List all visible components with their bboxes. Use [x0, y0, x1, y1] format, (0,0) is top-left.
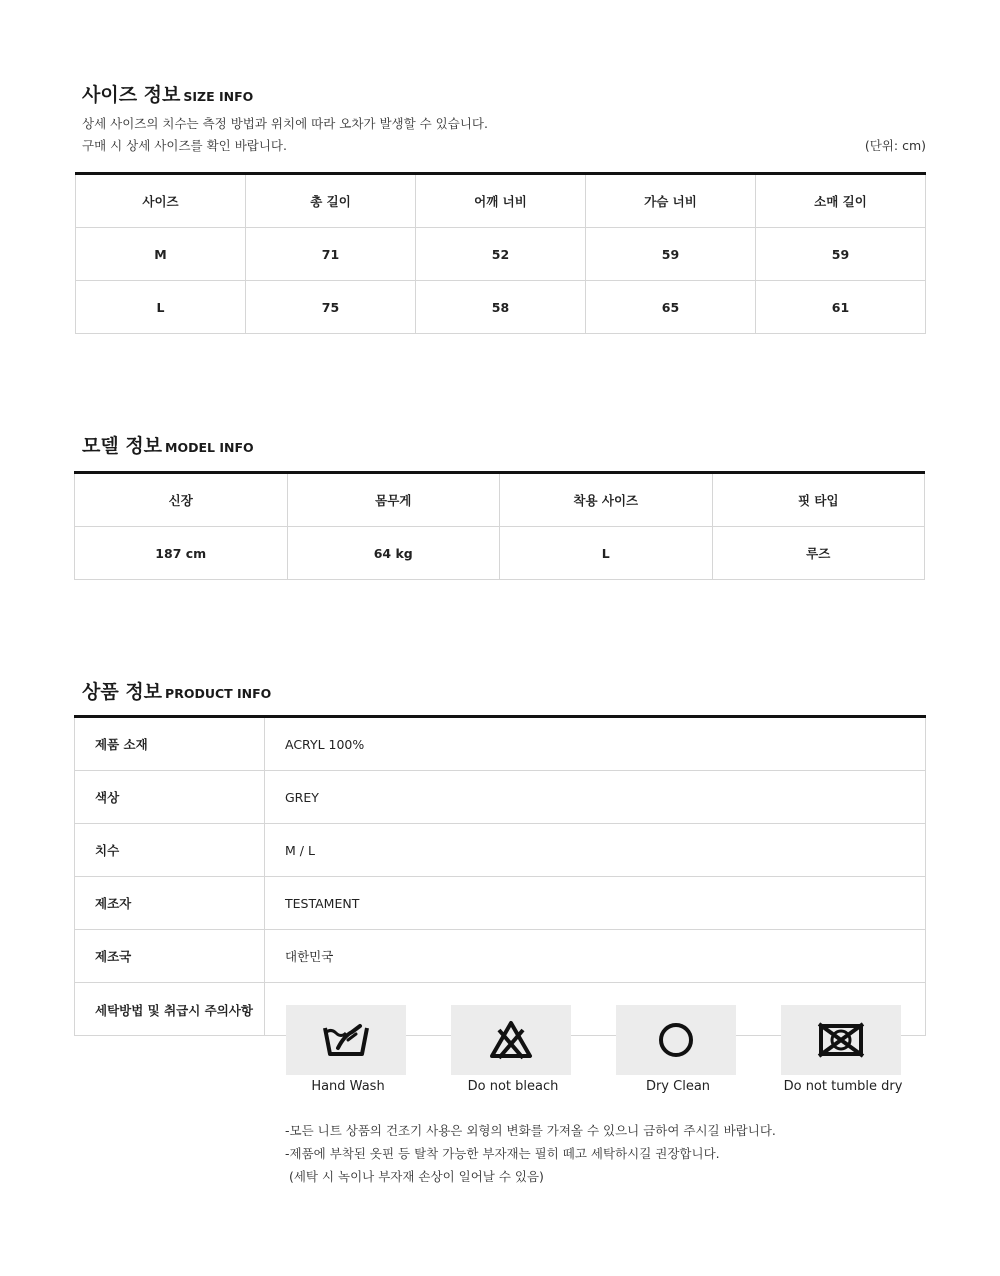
model-cell: 64 kg	[287, 527, 500, 580]
care-notes	[285, 1119, 776, 1188]
product-info-title-ko: 상품 정보	[82, 681, 163, 703]
product-value: GREY	[265, 771, 926, 824]
size-cell: 58	[416, 281, 586, 334]
model-header-cell: 몸무게	[287, 473, 500, 527]
product-label: 치수	[75, 824, 265, 877]
size-cell: 59	[756, 228, 926, 281]
size-note-1: 상세 사이즈의 치수는 측정 방법과 위치에 따라 오차가 발생할 수 있습니다.	[82, 116, 488, 131]
care-note: -모든 니트 상품의 건조기 사용은 외형의 변화를 가져올 수 있으니 금하여 주시길 바랍니다.	[285, 1123, 776, 1138]
model-header-cell: 착용 사이즈	[500, 473, 713, 527]
model-info-title	[82, 431, 254, 458]
table-row	[76, 281, 926, 334]
product-value: M / L	[265, 824, 926, 877]
size-info-subtitle: SIZE INFO	[183, 89, 254, 104]
size-header-cell: 사이즈	[76, 174, 246, 228]
table-row	[76, 228, 926, 281]
size-header-cell: 총 길이	[246, 174, 416, 228]
model-header-cell: 신장	[75, 473, 288, 527]
size-info-title-ko: 사이즈 정보	[82, 84, 181, 106]
product-label: 색상	[75, 771, 265, 824]
care-icons	[286, 1005, 906, 1099]
model-cell: L	[500, 527, 713, 580]
product-info-title	[82, 677, 271, 704]
size-cell: 52	[416, 228, 586, 281]
model-info-subtitle: MODEL INFO	[165, 440, 254, 455]
care-icon-label: Do not bleach	[467, 1079, 559, 1094]
table-row	[75, 717, 926, 771]
size-table-header	[76, 174, 926, 228]
size-cell: 65	[586, 281, 756, 334]
care-icon-label: Hand Wash	[311, 1079, 385, 1094]
dry-clean-icon	[616, 1005, 736, 1075]
model-table	[74, 471, 925, 580]
product-label: 제품 소재	[75, 717, 265, 771]
size-cell: M	[76, 228, 246, 281]
product-value: ACRYL 100%	[265, 717, 926, 771]
size-header-cell: 어깨 너비	[416, 174, 586, 228]
size-unit: (단위: cm)	[864, 138, 926, 153]
model-table-header	[75, 473, 925, 527]
model-header-cell: 핏 타입	[712, 473, 925, 527]
size-table	[75, 172, 926, 334]
model-cell: 루즈	[712, 527, 925, 580]
do-not-bleach-icon	[451, 1005, 571, 1075]
product-label: 제조국	[75, 930, 265, 983]
do-not-tumble-dry-icon	[781, 1005, 901, 1075]
table-row	[75, 771, 926, 824]
model-info-title-ko: 모델 정보	[82, 435, 163, 457]
size-note-2: 구매 시 상세 사이즈를 확인 바랍니다.	[82, 138, 287, 153]
care-icon-label: Dry Clean	[645, 1079, 711, 1094]
size-cell: 61	[756, 281, 926, 334]
care-icon-item	[286, 1005, 410, 1094]
care-note: -제품에 부착된 옷핀 등 탈착 가능한 부자재는 필히 떼고 세탁하시길 권장합니다.	[285, 1146, 720, 1161]
table-row	[75, 930, 926, 983]
hand-wash-icon	[286, 1005, 406, 1075]
size-cell: 59	[586, 228, 756, 281]
care-icon-item	[616, 1005, 740, 1094]
product-label: 제조자	[75, 877, 265, 930]
product-info-subtitle: PRODUCT INFO	[165, 686, 272, 701]
care-content-cell	[265, 983, 926, 1184]
size-cell: 71	[246, 228, 416, 281]
size-info-title	[82, 80, 253, 107]
model-cell: 187 cm	[75, 527, 288, 580]
table-row	[75, 824, 926, 877]
care-icon-item	[781, 1005, 905, 1094]
size-header-cell: 소매 길이	[756, 174, 926, 228]
product-table	[74, 715, 926, 1184]
care-icon-label: Do not tumble dry	[783, 1079, 903, 1094]
care-icon-item	[451, 1005, 575, 1094]
product-value: 대한민국	[265, 930, 926, 983]
care-label-cell	[75, 983, 265, 1036]
size-cell: 75	[246, 281, 416, 334]
table-row	[75, 527, 925, 580]
size-cell: L	[76, 281, 246, 334]
care-label: 세탁방법 및 취급시 주의사항	[95, 1003, 253, 1018]
product-value: TESTAMENT	[265, 877, 926, 930]
care-row	[75, 983, 926, 1036]
table-row	[75, 877, 926, 930]
care-note: (세탁 시 녹이나 부자재 손상이 일어날 수 있음)	[285, 1169, 544, 1184]
size-header-cell: 가슴 너비	[586, 174, 756, 228]
